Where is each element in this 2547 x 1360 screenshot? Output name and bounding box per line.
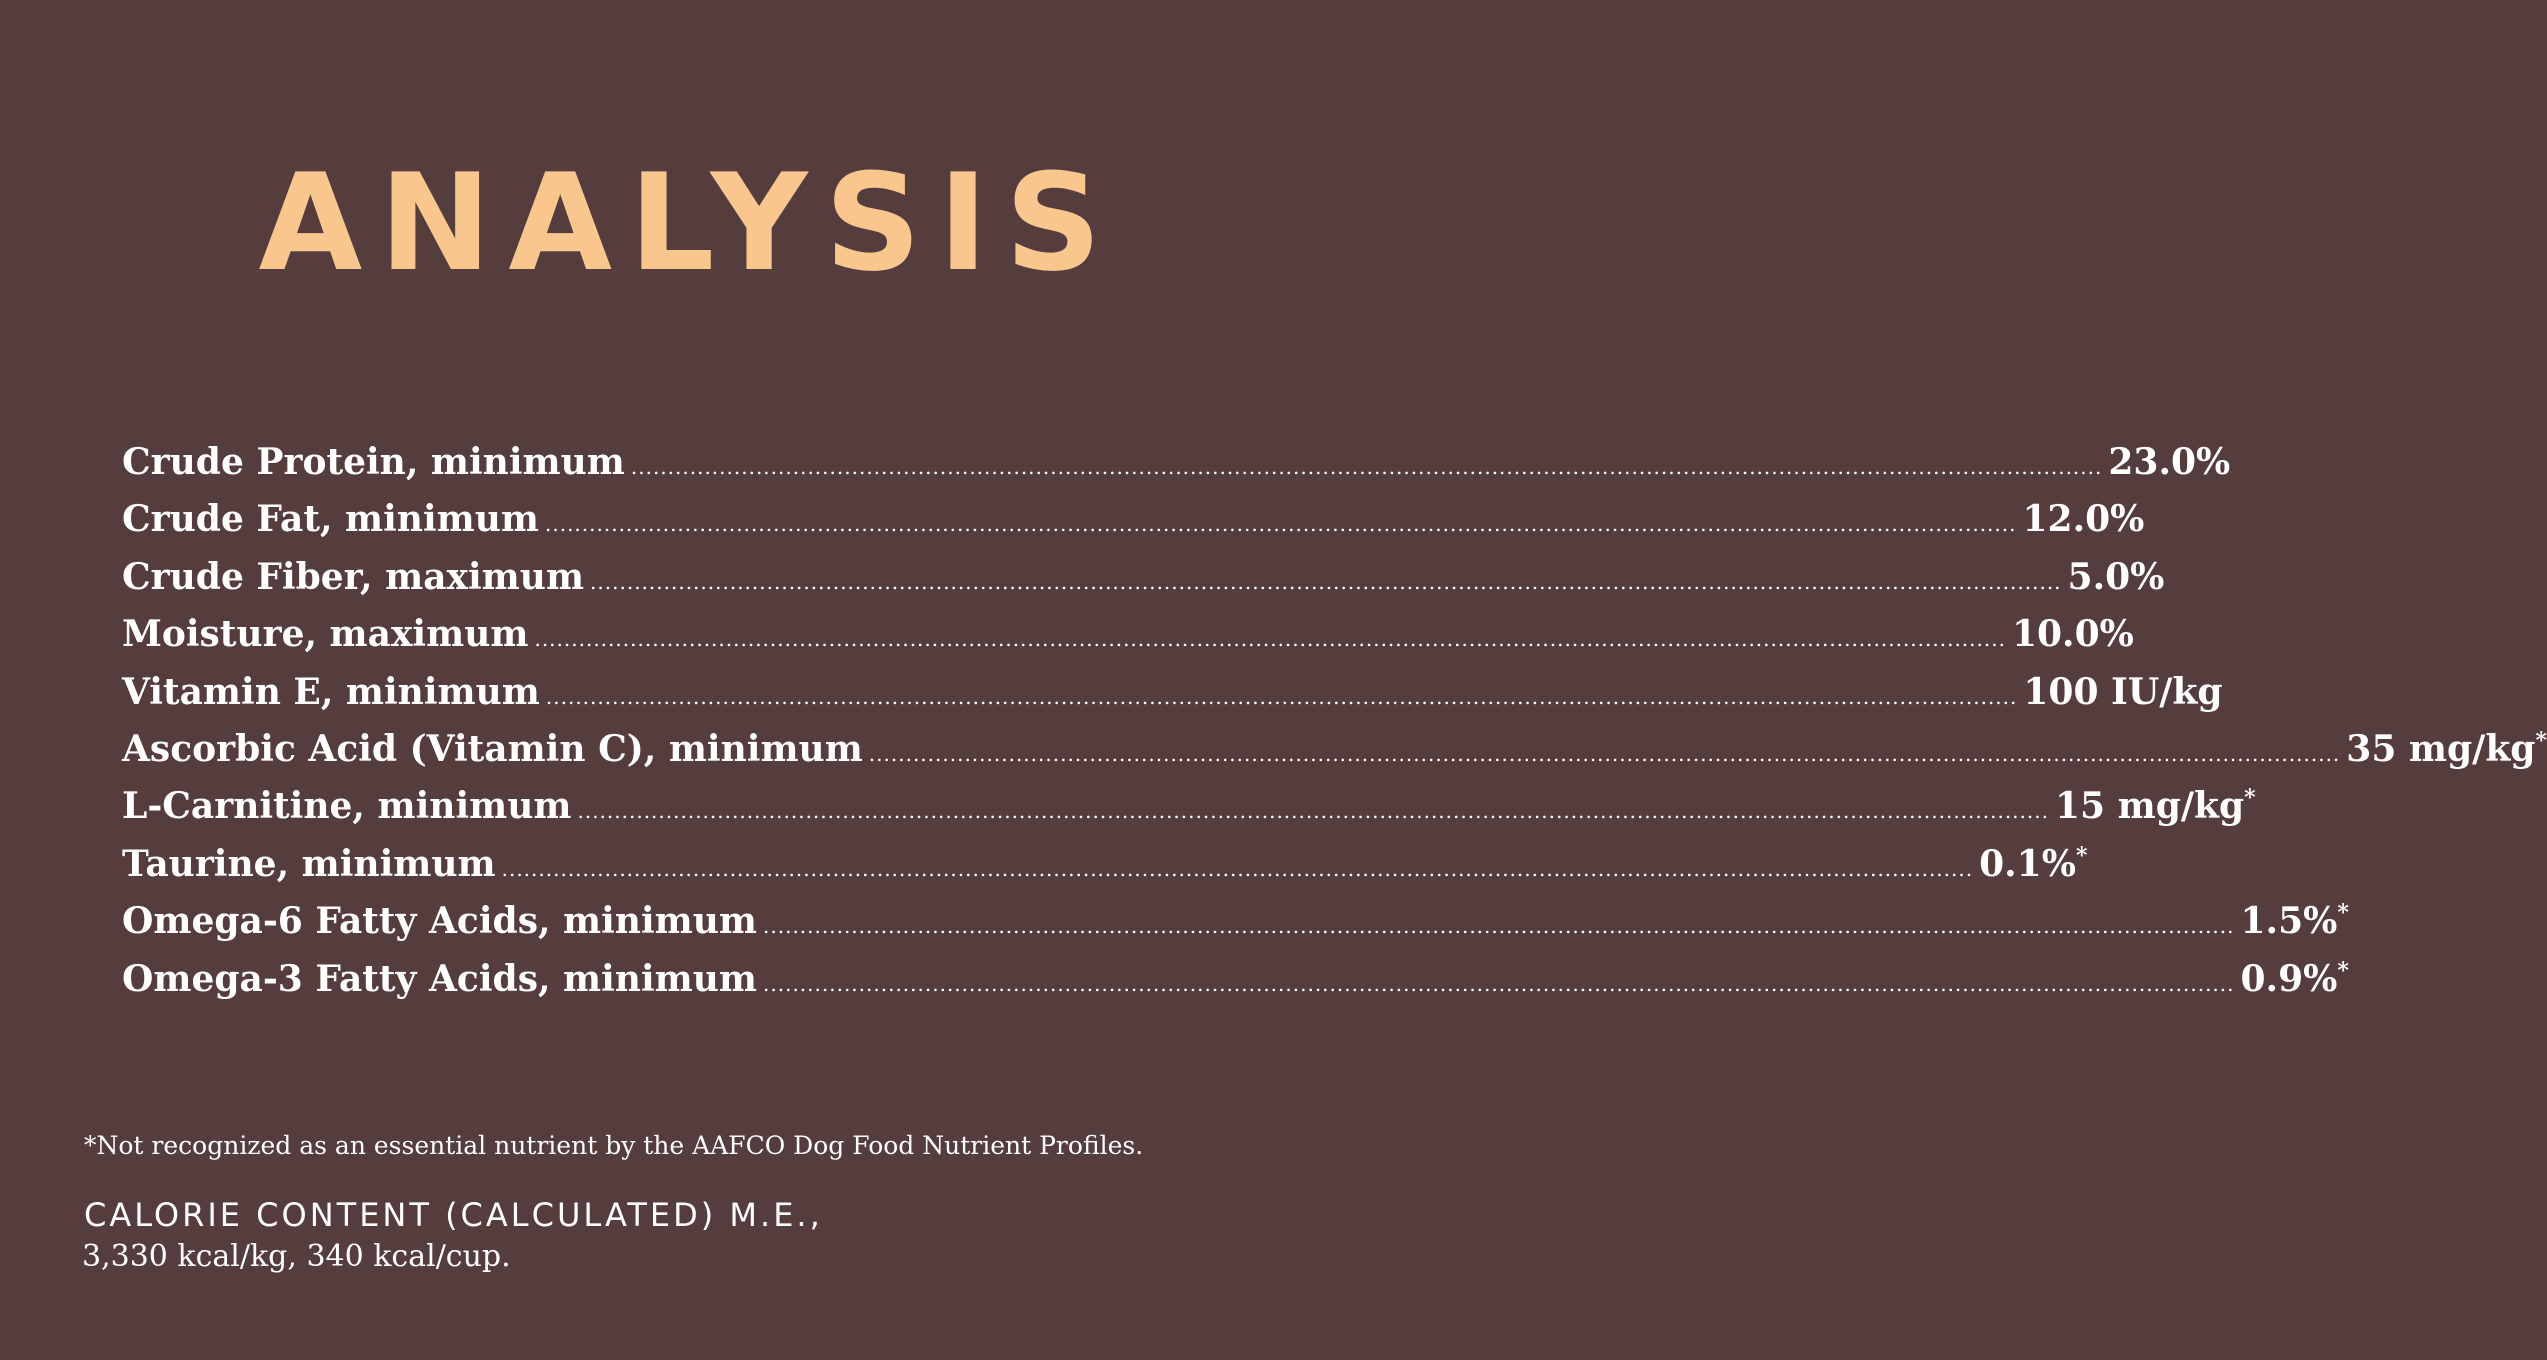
nutrient-label: Crude Protein, minimum <box>122 441 625 483</box>
analysis-row <box>122 957 2349 1015</box>
analysis-row <box>122 900 2349 957</box>
dot-leader: ........................................................................................................................................................................................................ <box>590 569 2062 594</box>
nutrient-label: L-Carnitine, minimum <box>122 785 572 828</box>
nutrient-value-text: 23.0% <box>2108 441 2231 483</box>
dot-leader: ........................................................................................................................................................................................................ <box>545 684 2018 709</box>
analysis-row <box>122 498 2145 555</box>
analysis-row <box>122 670 2223 728</box>
analysis-row <box>122 842 2088 900</box>
nutrient-label: Crude Fat, minimum <box>122 498 539 541</box>
footnote: *Not recognized as an essential nutrient by the AAFCO Dog Food Nutrient Profiles. <box>84 1131 1144 1160</box>
dot-leader: ........................................................................................................................................................................................................ <box>763 914 2235 939</box>
nutrient-value <box>1979 843 2087 885</box>
calorie-content-heading: CALORIE CONTENT (CALCULATED) M.E., <box>84 1196 823 1234</box>
page-title: ANALYSIS <box>258 145 1119 301</box>
nutrient-value <box>2346 728 2547 770</box>
nutrient-value-text: 5.0% <box>2067 555 2165 598</box>
dot-leader: ........................................................................................................................................................................................................ <box>868 741 2341 766</box>
nutrient-label: Taurine, minimum <box>122 842 496 885</box>
dot-leader: ........................................................................................................................................................................................................ <box>501 856 1974 881</box>
nutrient-value <box>2108 441 2230 483</box>
nutrient-value <box>2241 900 2349 942</box>
dot-leader: ........................................................................................................................................................................................................ <box>763 971 2235 996</box>
nutrient-label: Crude Fiber, maximum <box>122 555 585 598</box>
dot-leader: ........................................................................................................................................................................................................ <box>577 799 2049 824</box>
analysis-row <box>122 727 2547 785</box>
calorie-content-values: 3,330 kcal/kg, 340 kcal/cup. <box>82 1239 511 1274</box>
nutrient-label: Vitamin E, minimum <box>122 670 540 713</box>
nutrient-value <box>2022 498 2144 540</box>
nutrient-value <box>2055 785 2256 827</box>
analysis-row <box>122 613 2134 670</box>
nutrient-label: Moisture, maximum <box>122 613 529 656</box>
analysis-row <box>122 555 2165 613</box>
nutrient-value <box>2023 671 2222 713</box>
nutrient-value-text: 0.1% <box>1979 842 2076 885</box>
footnote-asterisk: * <box>2337 957 2349 984</box>
dot-leader: ........................................................................................................................................................................................................ <box>630 455 2103 479</box>
nutrient-label: Ascorbic Acid (Vitamin C), minimum <box>122 727 863 770</box>
footnote-asterisk: * <box>2244 785 2256 812</box>
nutrient-value-text: 1.5% <box>2240 900 2338 943</box>
nutrient-value <box>2012 613 2134 655</box>
nutrient-value-text: 12.0% <box>2022 498 2145 541</box>
nutrient-value <box>2068 556 2165 598</box>
nutrient-value <box>2241 958 2349 1000</box>
nutrient-value-text: 35 mg/kg <box>2346 727 2536 770</box>
nutrient-value-text: 10.0% <box>2011 613 2134 656</box>
analysis-row <box>122 441 2231 498</box>
footnote-asterisk: * <box>2535 727 2547 754</box>
analysis-row <box>122 785 2256 842</box>
dot-leader: ........................................................................................................................................................................................................ <box>534 627 2006 652</box>
nutrient-value-text: 0.9% <box>2240 957 2338 1000</box>
nutrient-value-text: 100 IU/kg <box>2023 670 2223 713</box>
dot-leader: ........................................................................................................................................................................................................ <box>545 512 2017 537</box>
nutrient-value-text: 15 mg/kg <box>2054 785 2245 828</box>
nutrient-label: Omega-3 Fatty Acids, minimum <box>122 957 758 1000</box>
footnote-asterisk: * <box>2337 900 2349 927</box>
guaranteed-analysis-list <box>122 441 2547 1015</box>
nutrient-label: Omega-6 Fatty Acids, minimum <box>122 900 758 943</box>
footnote-asterisk: * <box>2075 842 2088 869</box>
